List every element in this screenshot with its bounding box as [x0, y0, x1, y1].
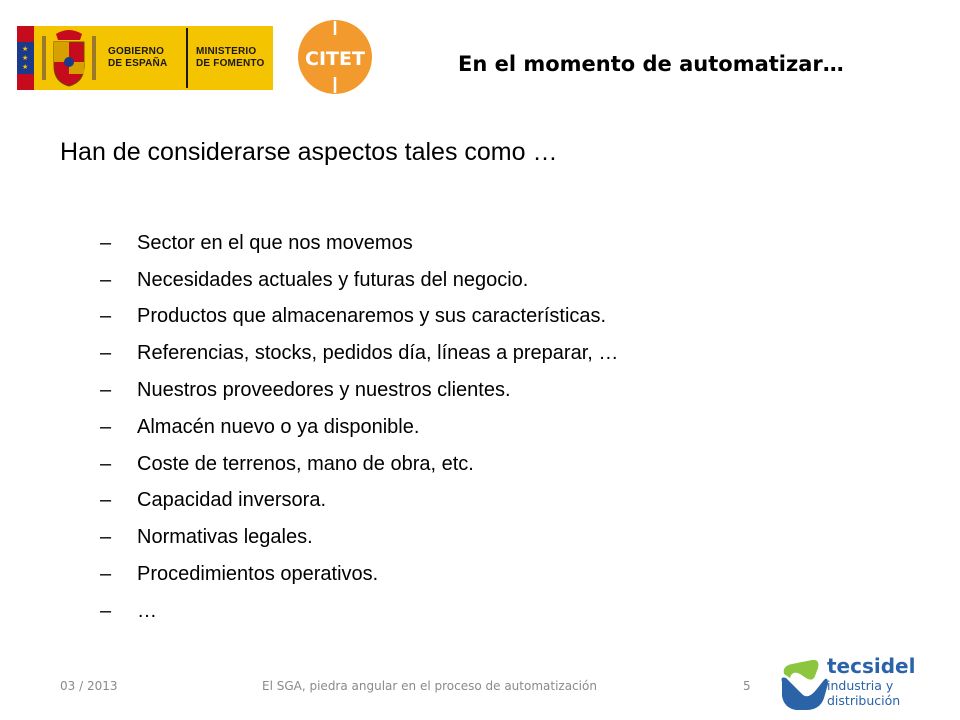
list-item-text: Normativas legales. — [137, 526, 313, 549]
bullet-dash: – — [100, 305, 112, 328]
slide-title: En el momento de automatizar… — [458, 52, 844, 76]
aspects-list — [100, 225, 618, 630]
citet-logo — [297, 19, 373, 95]
list-item — [100, 225, 618, 262]
bullet-dash: – — [100, 526, 112, 549]
footer-title: El SGA, piedra angular en el proceso de automatización — [262, 679, 597, 693]
list-item-text: Nuestros proveedores y nuestros clientes. — [137, 379, 511, 402]
list-item — [100, 262, 618, 299]
list-item-text: … — [137, 599, 157, 622]
tecsidel-name: tecsidel — [827, 654, 916, 678]
list-item — [100, 372, 618, 409]
bullet-dash: – — [100, 268, 112, 291]
list-item — [100, 446, 618, 483]
tecsidel-logo — [778, 652, 928, 714]
bullet-dash: – — [100, 342, 112, 365]
list-item-text: Capacidad inversora. — [137, 489, 326, 512]
list-item — [100, 593, 618, 630]
footer-date: 03 / 2013 — [60, 679, 118, 693]
logo-divider — [186, 28, 188, 88]
list-item-text: Almacén nuevo o ya disponible. — [137, 415, 420, 438]
bullet-dash: – — [100, 452, 112, 475]
list-item — [100, 483, 618, 520]
eu-flag-icon: ★ ★ ★ — [17, 26, 34, 90]
list-item-text: Sector en el que nos movemos — [137, 231, 413, 254]
list-item — [100, 556, 618, 593]
list-item — [100, 299, 618, 336]
list-item-text: Productos que almacenaremos y sus características. — [137, 305, 607, 328]
list-item-text: Procedimientos operativos. — [137, 563, 379, 586]
bullet-dash: – — [100, 231, 112, 254]
ministerio-text: MINISTERIO DE FOMENTO — [196, 46, 265, 69]
tecsidel-mark-icon — [778, 652, 830, 714]
citet-logo-text: CITET — [305, 48, 365, 70]
list-item-text: Necesidades actuales y futuras del negocio. — [137, 268, 529, 291]
gobierno-text: GOBIERNO DE ESPAÑA — [108, 46, 168, 69]
list-item — [100, 335, 618, 372]
list-item — [100, 409, 618, 446]
intro-text: Han de considerarse aspectos tales como … — [60, 138, 558, 166]
list-item-text: Referencias, stocks, pedidos día, líneas a preparar, … — [137, 342, 619, 365]
bullet-dash: – — [100, 599, 112, 622]
bullet-dash: – — [100, 415, 112, 438]
gobierno-ministerio-logo — [17, 26, 273, 90]
coat-of-arms-icon — [34, 26, 104, 90]
page-number: 5 — [743, 679, 751, 693]
bullet-dash: – — [100, 563, 112, 586]
list-item-text: Coste de terrenos, mano de obra, etc. — [137, 452, 474, 475]
list-item — [100, 519, 618, 556]
tecsidel-tagline: industria y distribución — [827, 678, 901, 708]
bullet-dash: – — [100, 489, 112, 512]
bullet-dash: – — [100, 379, 112, 402]
